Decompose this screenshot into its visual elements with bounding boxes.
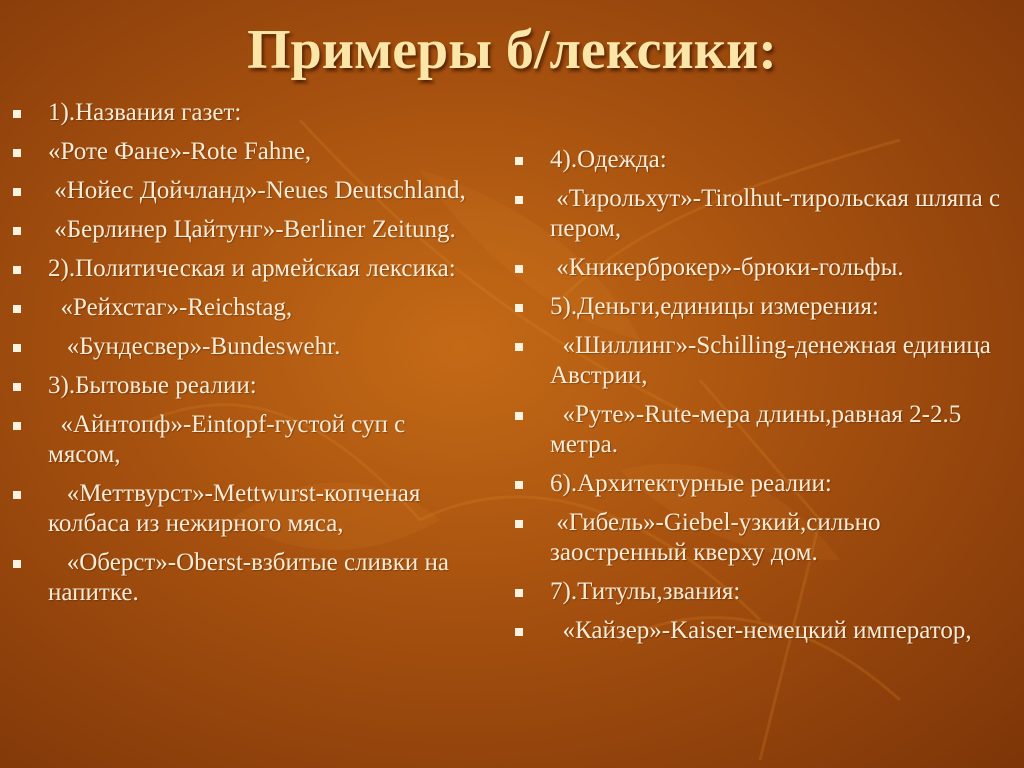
slide-title: Примеры б/лексики: xyxy=(247,19,777,81)
list-item-text: «Айнтопф»-Eintopf-густой суп с мясом, xyxy=(48,411,412,468)
list-item-text: «Гибель»-Giebel-узкий,сильно заостренный кверху дом. xyxy=(550,509,887,566)
list-item xyxy=(512,508,1012,568)
list-item xyxy=(10,293,480,323)
square-bullet-icon xyxy=(515,412,523,420)
list-item-text: «Кникерброкер»-брюки-гольфы. xyxy=(550,254,904,281)
list-item-text: «Бундесвер»-Bundeswehr. xyxy=(48,333,341,360)
list-item-text: «Берлинер Цайтунг»-Berliner Zeitung. xyxy=(48,216,456,243)
square-bullet-icon xyxy=(13,560,21,568)
square-bullet-icon xyxy=(13,188,21,196)
list-item xyxy=(10,254,480,284)
list-item xyxy=(10,371,480,401)
list-item xyxy=(10,176,480,206)
left-column-list xyxy=(10,98,480,617)
list-item xyxy=(512,184,1012,244)
list-item-text: «Роте Фане»-Rote Fahne, xyxy=(48,138,312,165)
list-item-text: 2).Политическая и армейская лексика: xyxy=(48,255,456,282)
square-bullet-icon xyxy=(13,305,21,313)
list-item xyxy=(10,332,480,362)
square-bullet-icon xyxy=(515,520,523,528)
list-item-text: «Шиллинг»-Schilling-денежная единица Австрии, xyxy=(550,332,998,389)
list-item-text: «Меттвурст»-Mettwurst-копченая колбаса из нежирного мяса, xyxy=(48,480,427,537)
list-item-text: 7).Титулы,звания: xyxy=(550,578,741,605)
list-item-text: 1).Названия газет: xyxy=(48,99,242,126)
list-item-text: 6).Архитектурные реалии: xyxy=(550,470,832,497)
right-column-list xyxy=(512,145,1012,655)
square-bullet-icon xyxy=(13,227,21,235)
list-item xyxy=(512,331,1012,391)
square-bullet-icon xyxy=(13,383,21,391)
list-item xyxy=(512,292,1012,322)
list-item-text: «Рейхстаг»-Reichstag, xyxy=(48,294,293,321)
list-item xyxy=(10,215,480,245)
list-item xyxy=(10,410,480,470)
list-item-text: 5).Деньги,единицы измерения: xyxy=(550,293,879,320)
square-bullet-icon xyxy=(515,343,523,351)
square-bullet-icon xyxy=(13,110,21,118)
square-bullet-icon xyxy=(515,265,523,273)
list-item-text: «Тирольхут»-Tirolhut-тирольская шляпа с пером, xyxy=(550,185,1007,242)
list-item xyxy=(10,137,480,167)
list-item-text: «Кайзер»-Kaiser-немецкий император, xyxy=(550,617,972,644)
square-bullet-icon xyxy=(13,422,21,430)
square-bullet-icon xyxy=(515,157,523,165)
square-bullet-icon xyxy=(515,589,523,597)
list-item xyxy=(512,616,1012,646)
list-item-text: 4).Одежда: xyxy=(550,146,667,173)
square-bullet-icon xyxy=(13,344,21,352)
list-item xyxy=(10,479,480,539)
list-item xyxy=(10,98,480,128)
square-bullet-icon xyxy=(515,628,523,636)
list-item-text: 3).Бытовые реалии: xyxy=(48,372,257,399)
list-item xyxy=(512,469,1012,499)
square-bullet-icon xyxy=(515,481,523,489)
square-bullet-icon xyxy=(13,491,21,499)
square-bullet-icon xyxy=(13,266,21,274)
list-item-text: «Нойес Дойчланд»-Neues Deutschland, xyxy=(48,177,466,204)
square-bullet-icon xyxy=(13,149,21,157)
list-item-text: «Оберст»-Oberst-взбитые сливки на напитке. xyxy=(48,549,456,606)
square-bullet-icon xyxy=(515,304,523,312)
list-item xyxy=(512,400,1012,460)
list-item xyxy=(512,253,1012,283)
list-item-text: «Руте»-Rute-мера длины,равная 2-2.5 метра. xyxy=(550,401,968,458)
square-bullet-icon xyxy=(515,196,523,204)
list-item xyxy=(512,577,1012,607)
list-item xyxy=(10,548,480,608)
list-item xyxy=(512,145,1012,175)
